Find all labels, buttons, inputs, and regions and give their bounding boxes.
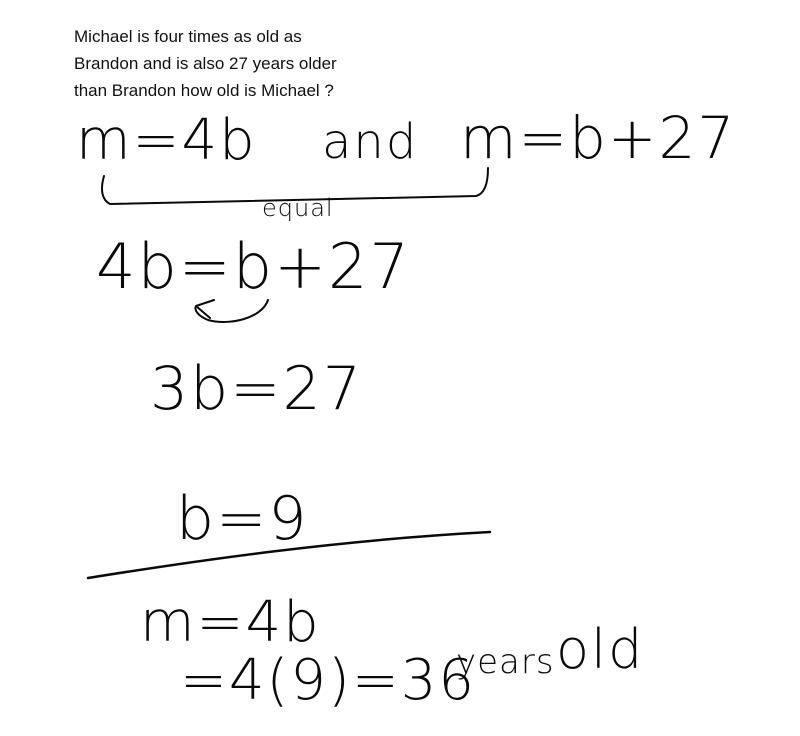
equal-annotation: equal (262, 194, 334, 222)
equation-3b-equals-27: 3b=27 (150, 354, 363, 424)
equation-m-equals-b-plus-27: m=b+27 (460, 104, 737, 172)
equation-b-equals-9: b=9 (176, 484, 309, 554)
divider-line (88, 532, 490, 578)
and-word: and (322, 114, 419, 170)
move-arrow-stroke (196, 300, 269, 322)
equation-4b-equals-b-plus-27: 4b=b+27 (96, 230, 411, 303)
question-line-3: than Brandon how old is Michael ? (74, 81, 334, 100)
equation-4-times-9-equals-36: =4(9)=36 (180, 648, 477, 713)
equation-m-equals-4b: m=4b (76, 108, 257, 173)
question-line-1: Michael is four times as old as (74, 27, 302, 46)
question-line-2: Brandon and is also 27 years older (74, 54, 337, 73)
equation-m-equals-4b-repeat: m=4b (140, 590, 321, 655)
old-word: old (556, 618, 645, 681)
brace-stroke (102, 168, 488, 204)
years-word: years (456, 642, 555, 682)
